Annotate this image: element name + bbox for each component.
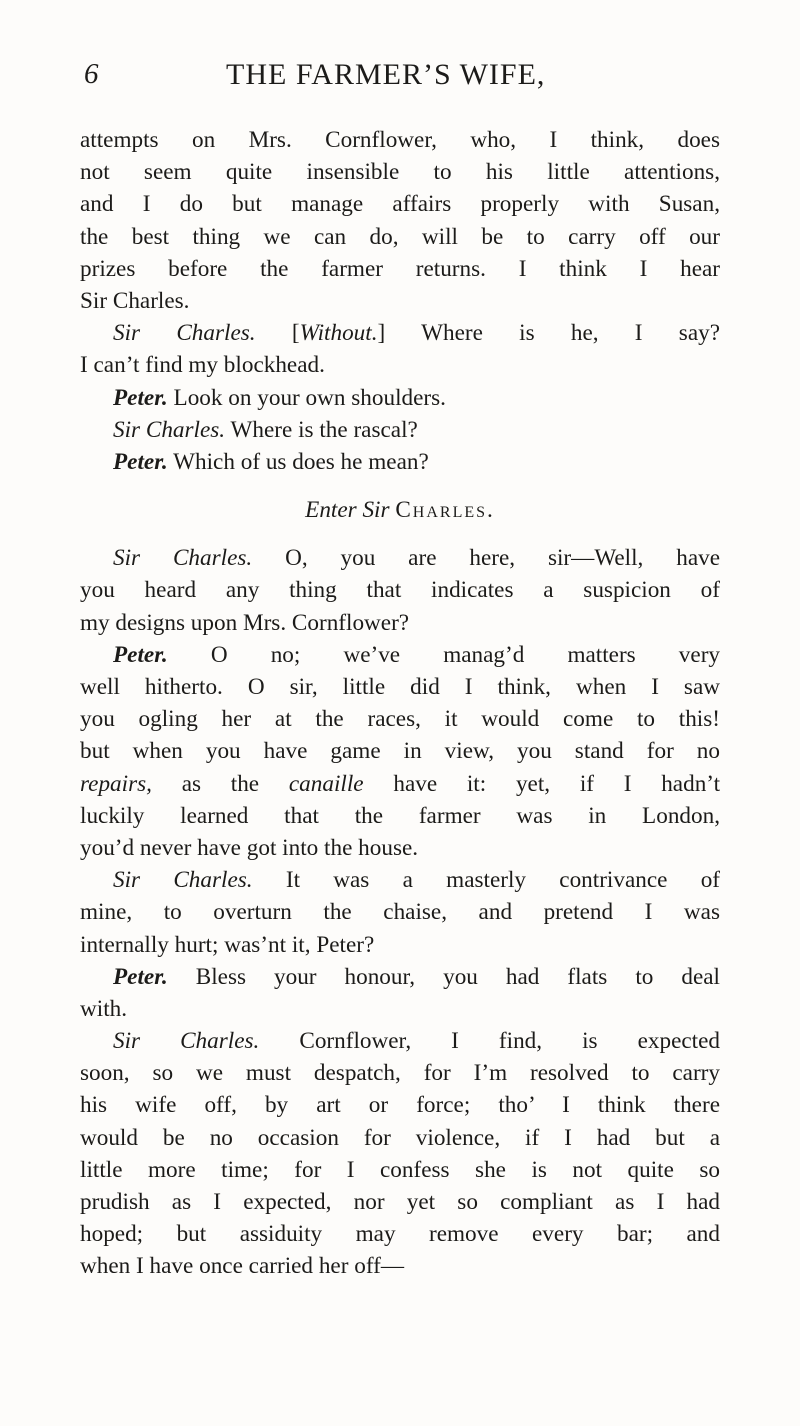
text-line: you heard any thing that indicates a suspicion of (80, 577, 720, 604)
text-line: you’d never have got into the house. (80, 834, 419, 861)
stage-character-name: Charles. (395, 497, 495, 524)
speaker-name: Sir Charles. (113, 545, 253, 572)
speaker-name: Peter. (113, 963, 168, 990)
dialogue-line (80, 382, 720, 414)
speech-text: Where is he, I say? (421, 320, 720, 347)
speaker-name: Sir Charles. (113, 320, 256, 347)
speaker-name: Peter. (113, 448, 168, 475)
text-fragment: have it: yet, if I hadn’t (393, 770, 721, 797)
stage-direction: [Without.] (291, 320, 386, 347)
dialogue-line (80, 639, 720, 671)
speech-text: Which of us does he mean? (173, 448, 429, 475)
text-line: internally hurt; was’nt it, Peter? (80, 931, 375, 958)
speech-text: It was a masterly contrivance of (285, 867, 721, 894)
text-line: luckily learned that the farmer was in London, (80, 802, 720, 829)
stage-direction-enter (80, 494, 720, 526)
speaker-name: Sir Charles. (113, 867, 253, 894)
italic-word: repairs, (80, 770, 152, 797)
stage-enter-text: Enter Sir (305, 497, 390, 524)
dialogue-line (80, 542, 720, 574)
text-line: would be no occasion for violence, if I had but a (80, 1124, 720, 1151)
text-line: you ogling her at the races, it would come to this! (80, 706, 720, 733)
text-fragment: as the (181, 770, 260, 797)
running-title: THE FARMER’S WIFE, (226, 58, 546, 91)
speaker-name: Sir Charles. (113, 416, 226, 443)
text-line: my designs upon Mrs. Cornflower? (80, 609, 410, 636)
speech-text: Cornflower, I find, is expected (299, 1028, 720, 1055)
speech-text: Look on your own shoulders. (173, 384, 446, 411)
dialogue-line (80, 414, 720, 446)
text-line: his wife off, by art or force; tho’ I think there (80, 1092, 720, 1119)
dialogue-line (80, 317, 720, 349)
text-line: prudish as I expected, nor yet so compliant as I had (80, 1189, 720, 1215)
stage-direction-text: Without. (299, 320, 378, 347)
body-text (80, 124, 720, 1283)
dialogue-line (80, 1025, 720, 1057)
text-line: Sir Charles. (80, 287, 190, 314)
dialogue-line (80, 864, 720, 896)
text-line: soon, so we must despatch, for I’m resolved to carry (80, 1060, 720, 1087)
speaker-name: Sir Charles. (113, 1028, 260, 1055)
page-number: 6 (84, 58, 99, 90)
text-line (80, 768, 720, 800)
text-line: with. (80, 995, 128, 1022)
text-line: not seem quite insensible to his little attentions, (80, 159, 720, 186)
text-line: prizes before the farmer returns. I think I hear (80, 255, 720, 282)
speech-text: Where is the rascal? (230, 416, 418, 443)
speech-text: O no; we’ve manag’d matters very (210, 641, 721, 668)
speech-text: Bless your honour, you had flats to deal (195, 963, 720, 990)
running-header (80, 58, 720, 102)
text-line: well hitherto. O sir, little did I think, when I saw (80, 674, 720, 700)
italic-word: canaille (288, 770, 364, 797)
text-line: little more time; for I confess she is not quite so (80, 1156, 720, 1183)
text-line: I can’t find my blockhead. (80, 352, 325, 379)
text-line: the best thing we can do, will be to carry off our (80, 223, 720, 250)
text-line: and I do but manage affairs properly with Susan, (80, 191, 720, 218)
text-line: hoped; but assiduity may remove every bar; and (80, 1221, 720, 1248)
dialogue-line (80, 446, 720, 478)
speech-text: O, you are here, sir—Well, have (285, 545, 720, 572)
text-line: attempts on Mrs. Cornflower, who, I think, does (80, 127, 720, 153)
speaker-name: Peter. (113, 641, 168, 668)
text-line: but when you have game in view, you stand for no (80, 738, 720, 765)
dialogue-line (80, 961, 720, 993)
text-line: when I have once carried her off— (80, 1253, 405, 1280)
speaker-name: Peter. (113, 384, 168, 411)
text-line: mine, to overturn the chaise, and pretend I was (80, 899, 720, 926)
